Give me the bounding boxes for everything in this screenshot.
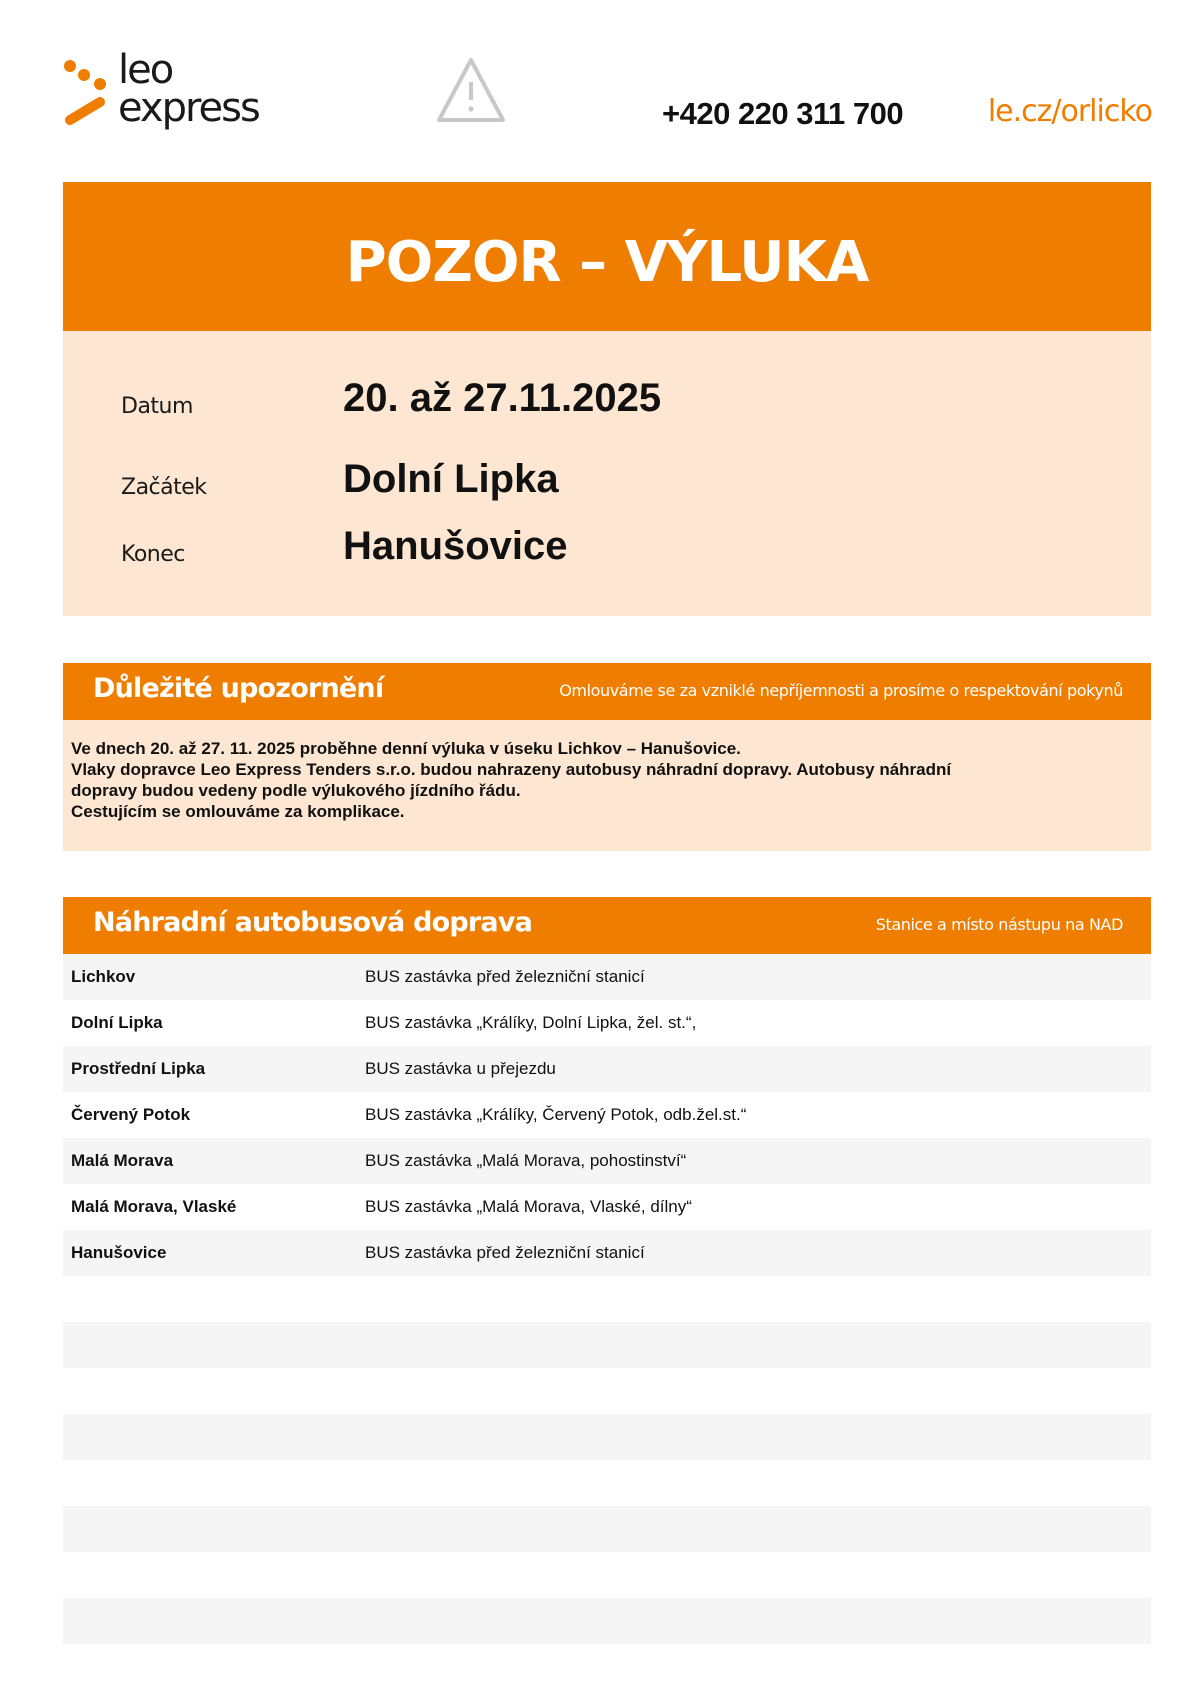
notice-line: Cestujícím se omlouváme za komplikace. [71, 802, 405, 821]
table-row-empty [63, 1322, 1151, 1368]
table-row [63, 1138, 1151, 1184]
table-row-empty [63, 1552, 1151, 1598]
stop-location: BUS zastávka „Malá Morava, pohostinství“ [365, 1151, 687, 1170]
station-name: Lichkov [71, 967, 136, 986]
website-link[interactable]: le.cz/orlicko [987, 94, 1152, 129]
notice-header [63, 663, 1151, 720]
info-value: Hanušovice [343, 524, 568, 568]
leo-express-dots-logo-icon [62, 58, 112, 138]
notice-subtitle: Omlouváme se za vzniklé nepříjemnosti a prosíme o respektování pokynů [559, 681, 1123, 700]
table-row-empty [63, 1276, 1151, 1322]
table-row-empty [63, 1368, 1151, 1414]
table-row [63, 954, 1151, 1000]
table-row-empty [63, 1414, 1151, 1460]
stop-location: BUS zastávka před železniční stanicí [365, 1243, 645, 1262]
stop-location: BUS zastávka u přejezdu [365, 1059, 556, 1078]
logo-text-express: express [118, 85, 259, 131]
table-row [63, 1230, 1151, 1276]
station-name: Malá Morava [71, 1151, 174, 1170]
info-value: 20. až 27.11.2025 [343, 376, 662, 420]
phone-number: +420 220 311 700 [662, 96, 904, 131]
stop-location: BUS zastávka „Králíky, Dolní Lipka, žel. st.“, [365, 1013, 697, 1032]
bus-title: Náhradní autobusová doprava [93, 907, 533, 938]
station-name: Červený Potok [71, 1105, 191, 1124]
table-row [63, 1046, 1151, 1092]
station-name: Malá Morava, Vlaské [71, 1197, 237, 1216]
bus-stops-table [63, 954, 1151, 1644]
station-name: Dolní Lipka [71, 1013, 163, 1032]
table-row-empty [63, 1598, 1151, 1644]
closure-info-box [63, 331, 1151, 616]
table-row [63, 1000, 1151, 1046]
bus-subtitle: Stanice a místo nástupu na NAD [875, 915, 1123, 934]
notice-line: dopravy budou vedeny podle výlukového jízdního řádu. [71, 781, 521, 800]
info-value: Dolní Lipka [343, 457, 559, 501]
page-title: POZOR – VÝLUKA [345, 230, 869, 295]
station-name: Hanušovice [71, 1243, 167, 1262]
station-name: Prostřední Lipka [71, 1059, 206, 1078]
bus-header [63, 897, 1151, 954]
stop-location: BUS zastávka „Malá Morava, Vlaské, dílny“ [365, 1197, 692, 1216]
notice-line: Ve dnech 20. až 27. 11. 2025 proběhne denní výluka v úseku Lichkov – Hanušovice. [71, 739, 741, 758]
info-label: Konec [121, 542, 185, 567]
notice-line: Vlaky dopravce Leo Express Tenders s.r.o. budou nahrazeny autobusy náhradní dopravy. Autobusy náhradní [71, 760, 952, 779]
info-label: Začátek [121, 475, 207, 500]
leo-express-logo [62, 47, 282, 142]
logo-text-leo: leo [118, 47, 173, 93]
stop-location: BUS zastávka před železniční stanicí [365, 967, 645, 986]
table-row-empty [63, 1506, 1151, 1552]
warning-triangle-icon [436, 56, 506, 126]
table-row-empty [63, 1460, 1151, 1506]
info-label: Datum [121, 394, 193, 419]
stop-location: BUS zastávka „Králíky, Červený Potok, odb.žel.st.“ [365, 1105, 747, 1124]
table-row [63, 1092, 1151, 1138]
table-row [63, 1184, 1151, 1230]
title-banner [63, 182, 1151, 331]
notice-body [63, 720, 1151, 851]
notice-title: Důležité upozornění [93, 673, 384, 704]
